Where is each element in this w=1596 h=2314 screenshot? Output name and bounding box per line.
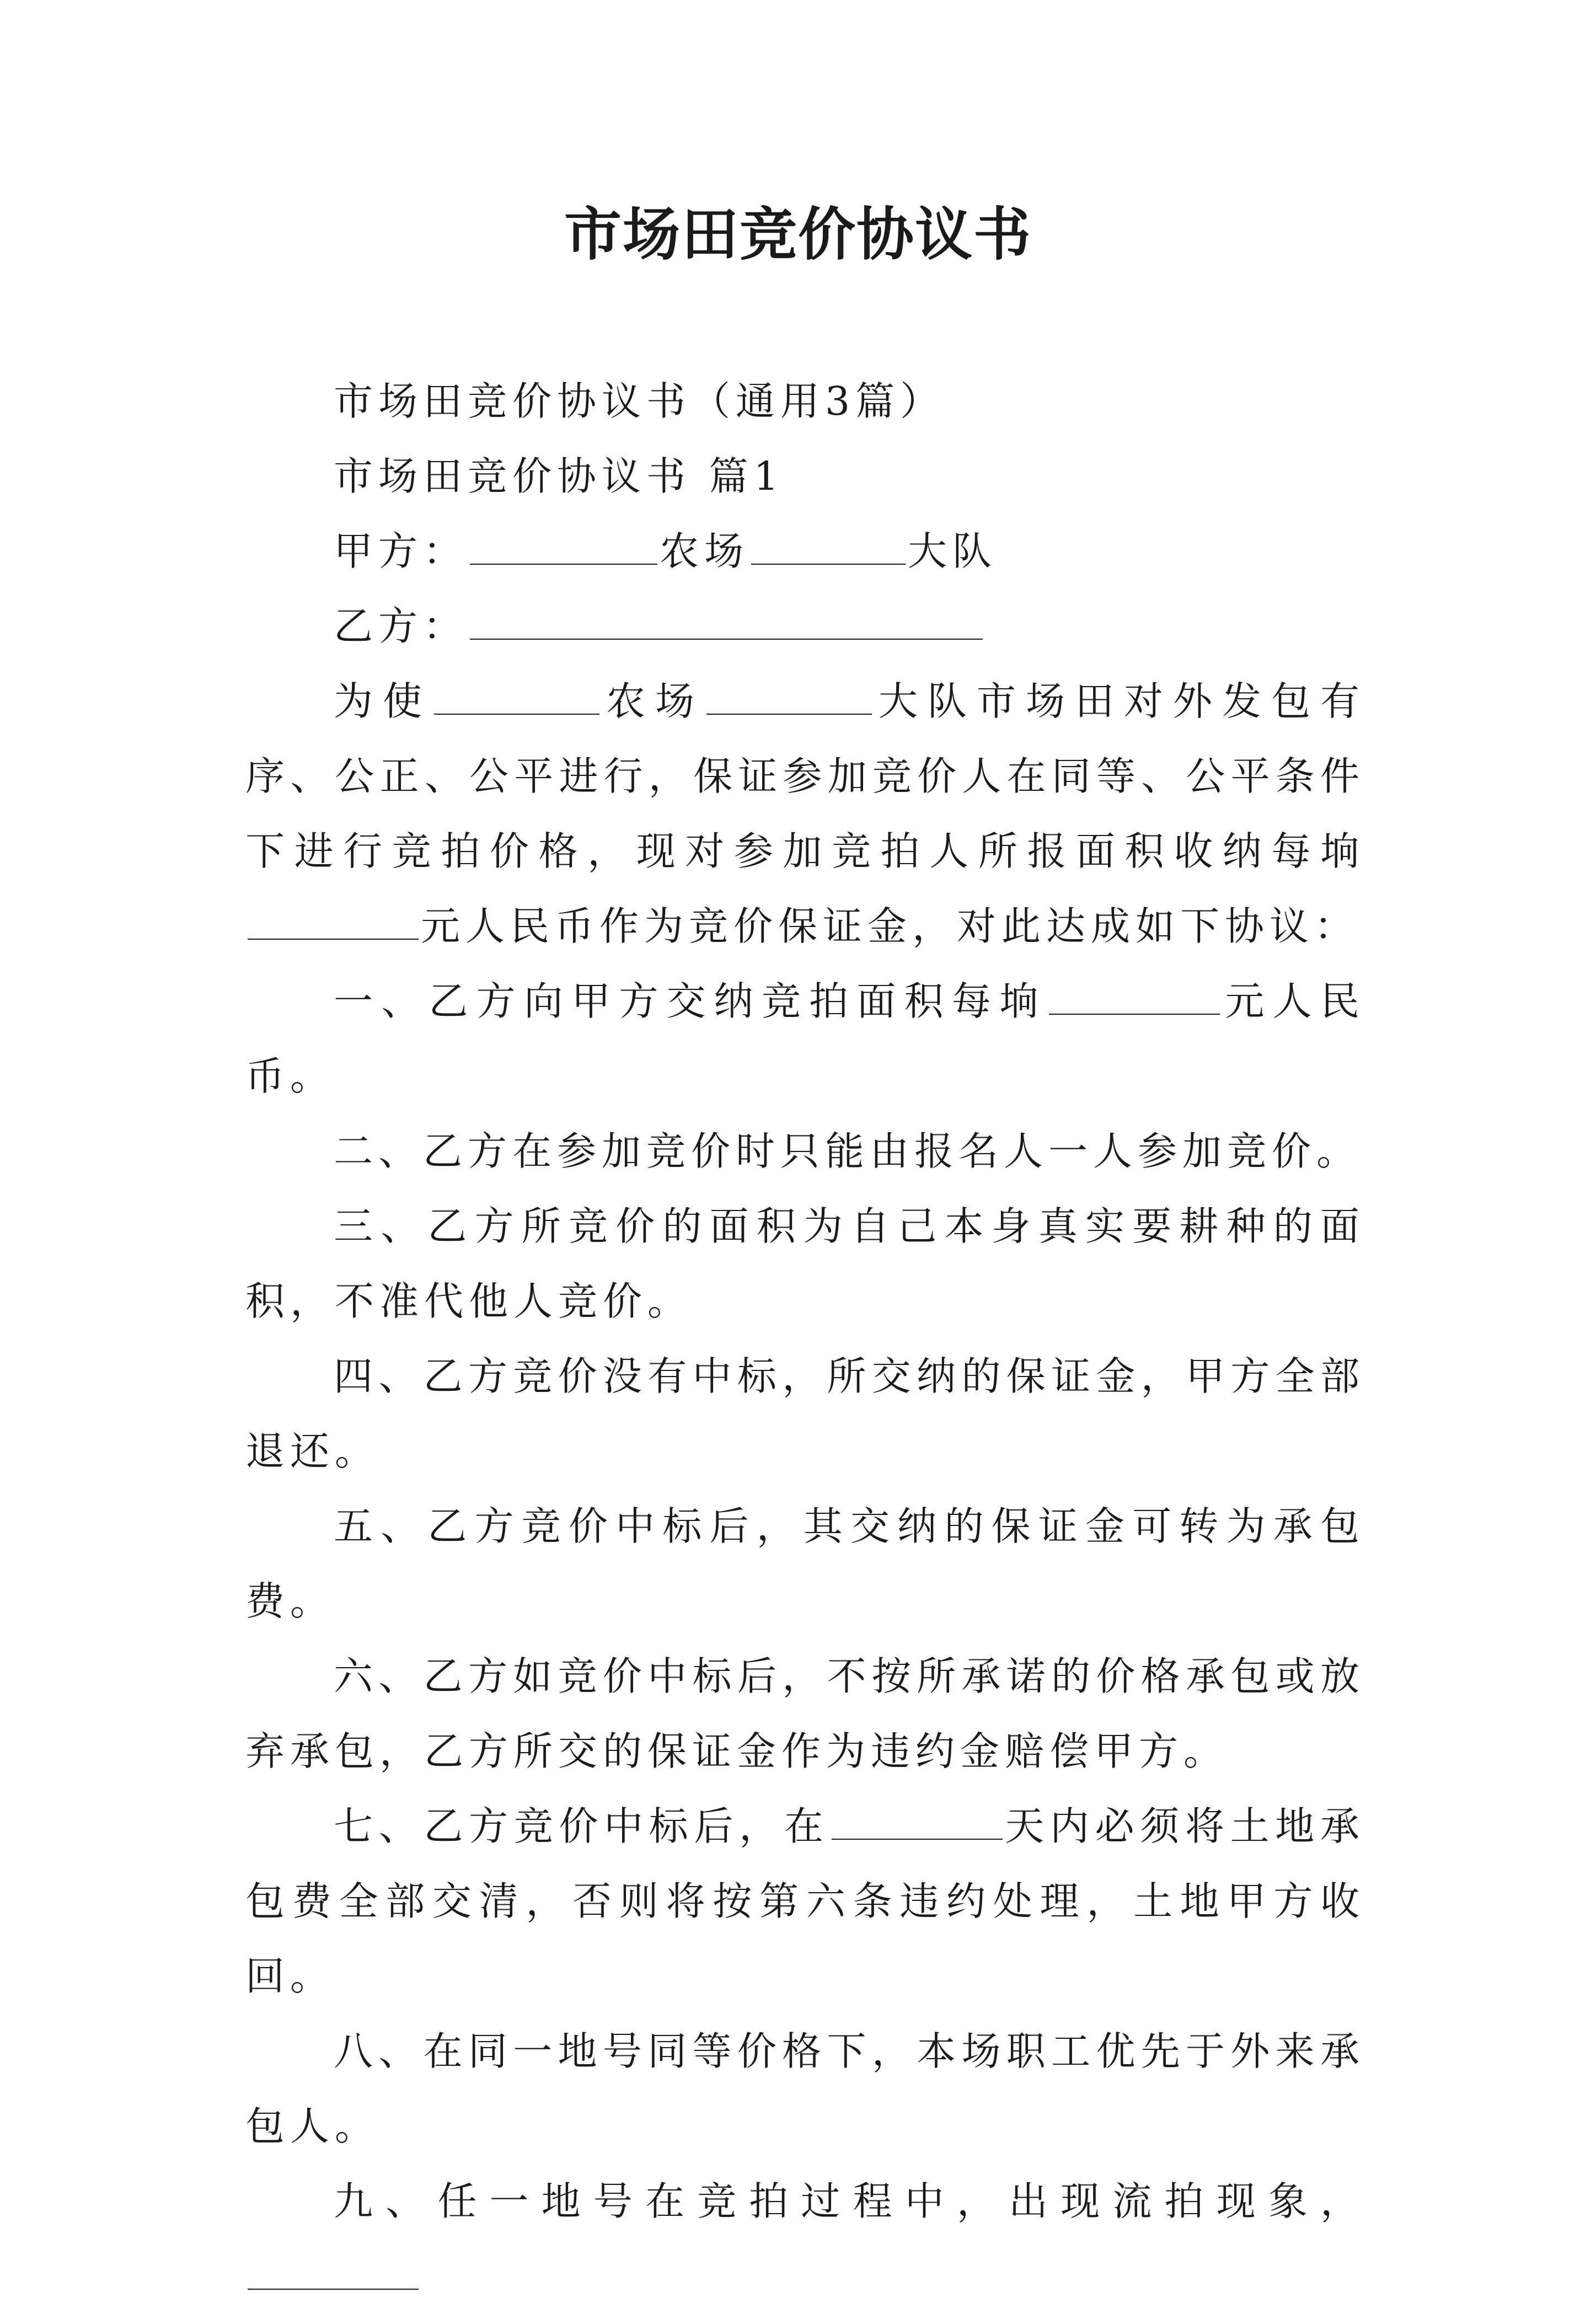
blank-line bbox=[1049, 975, 1220, 1015]
paragraph-text: 甲方： bbox=[334, 528, 468, 574]
paragraph-text: 五、乙方竞价中标后，其交纳的保证金可转为承包费。 bbox=[245, 1503, 1365, 1624]
blank-line bbox=[832, 1800, 1003, 1840]
blank-line bbox=[751, 525, 906, 565]
paragraph-text: 九、任一地号在竞拍过程中，出现流拍现象， bbox=[334, 2178, 1365, 2224]
paragraph-clause-6 bbox=[245, 1639, 1365, 1789]
paragraph-text: 元人民币作为竞价保证金，对此达成如下协议： bbox=[421, 903, 1359, 949]
paragraph-text: 市场田竞价协议书 篇1 bbox=[334, 453, 784, 499]
paragraph-section-heading bbox=[245, 439, 1365, 514]
document-body bbox=[245, 364, 1365, 2314]
blank-line bbox=[248, 2250, 419, 2290]
paragraph-clause-4 bbox=[245, 1339, 1365, 1489]
paragraph-text: 一、乙方向甲方交纳竞拍面积每垧 bbox=[334, 978, 1047, 1024]
paragraph-text: 天内必须将土地承包费全部交清，否则将按第六条违约处理，土地甲方收回。 bbox=[245, 1803, 1365, 1999]
paragraph-clause-5 bbox=[245, 1489, 1365, 1639]
paragraph-text: 三、乙方所竞价的面积为自己本身真实要耕种的面积，不准代他人竞价。 bbox=[245, 1203, 1365, 1324]
paragraph-text: 二、乙方在参加竞价时只能由报名人一人参加竞价。 bbox=[334, 1128, 1362, 1174]
paragraph-text: 为使 bbox=[334, 678, 432, 724]
document-title: 市场田竞价协议书 bbox=[564, 200, 1032, 268]
paragraph-text: 农场 bbox=[660, 528, 749, 574]
paragraph-clause-8 bbox=[245, 2014, 1365, 2164]
paragraph-clause-2 bbox=[245, 1114, 1365, 1189]
paragraph-text: 八、在同一地号同等价格下，本场职工优先于外来承包人。 bbox=[245, 2028, 1365, 2149]
paragraph-text: 六、乙方如竞价中标后，不按所承诺的价格承包或放弃承包，乙方所交的保证金作为违约金赔偿甲方。 bbox=[245, 1653, 1365, 1774]
blank-line bbox=[470, 525, 657, 565]
paragraph-clause-9 bbox=[245, 2164, 1365, 2314]
paragraph-text: 元人民币。 bbox=[245, 978, 1365, 1099]
paragraph-text: 大队 bbox=[908, 528, 998, 574]
paragraph-text: 四、乙方竞价没有中标，所交纳的保证金，甲方全部退还。 bbox=[245, 1353, 1365, 1474]
paragraph-clause-1 bbox=[245, 964, 1365, 1114]
blank-line bbox=[470, 600, 983, 640]
paragraph-text: 大队市场田对外发包有序、公正、公平进行，保证参加竞价人在同等、公平条件下进行竞拍价格，现对参加竞拍人所报面积收纳每垧 bbox=[245, 678, 1365, 874]
paragraph-party-a bbox=[245, 514, 1365, 589]
paragraph-subtitle bbox=[245, 364, 1365, 439]
paragraph-clause-7 bbox=[245, 1789, 1365, 2014]
paragraph-party-b bbox=[245, 589, 1365, 664]
paragraph-text: 七、乙方竞价中标后，在 bbox=[334, 1803, 829, 1849]
paragraph-text: 乙方： bbox=[334, 603, 468, 649]
blank-line bbox=[434, 675, 599, 715]
blank-line bbox=[248, 900, 419, 940]
blank-line bbox=[706, 675, 872, 715]
paragraph-clause-3 bbox=[245, 1189, 1365, 1339]
paragraph-text: 农场 bbox=[602, 678, 704, 724]
paragraph-text: 市场田竞价协议书（通用3篇） bbox=[334, 378, 945, 424]
paragraph-preamble bbox=[245, 664, 1365, 964]
